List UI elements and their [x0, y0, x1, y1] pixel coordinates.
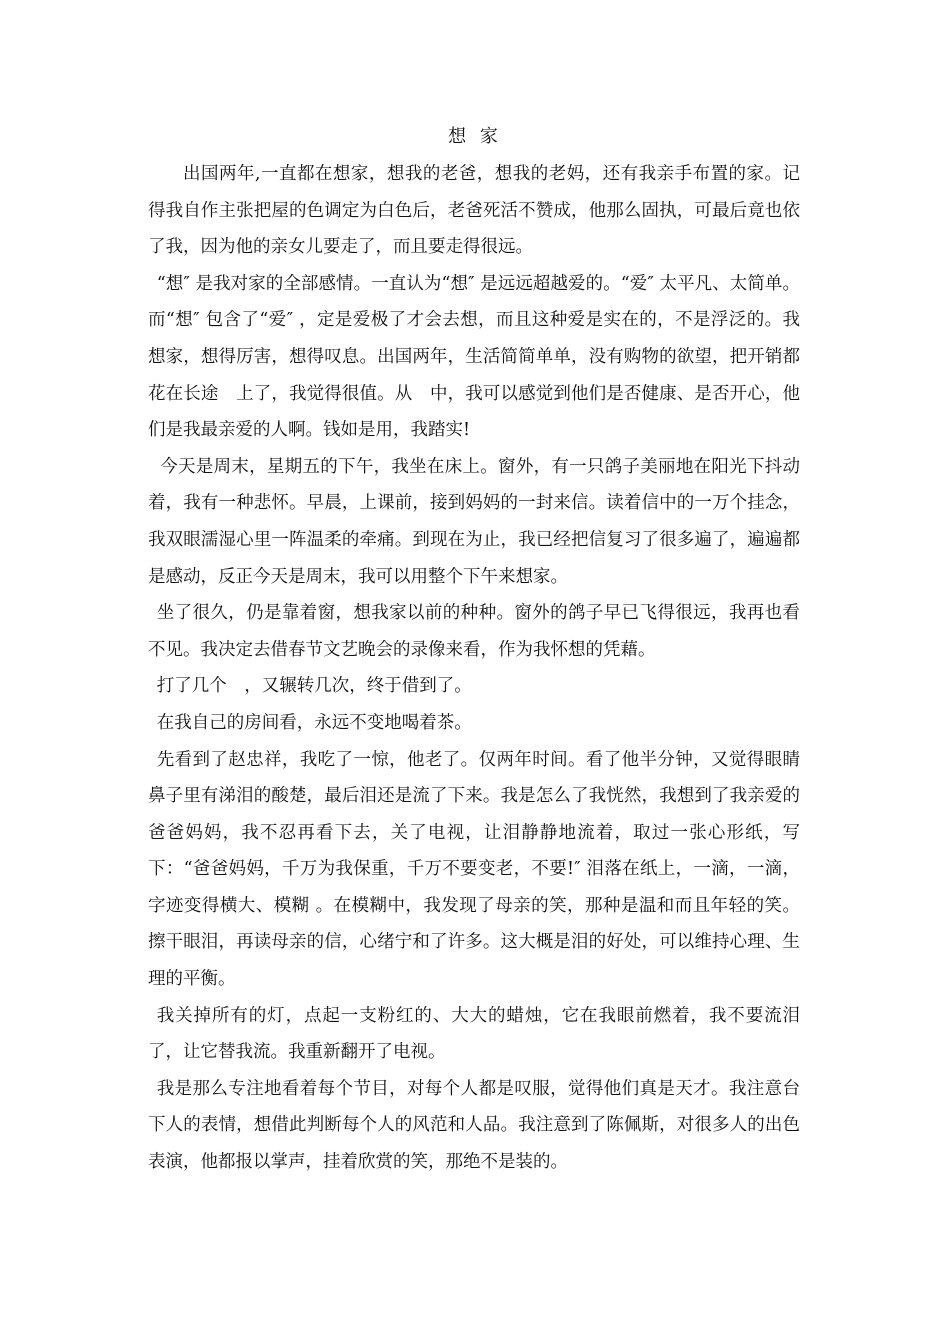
paragraph: 出国两年,一直都在想家，想我的老爸，想我的老妈，还有我亲手布置的家。记得我自作主张把屋的色调定为白色后，老爸死活不赞成，他那么固执，可最后竟也依了我，因为他的亲女儿要走了，而且要走得很远。 [148, 164, 800, 258]
document-body [148, 156, 800, 1181]
paragraph: 在我自己的房间看，永远不变地喝着茶。 [156, 712, 472, 733]
paragraph: 坐了很久，仍是靠着窗，想我家以前的种种。窗外的鸽子早已飞得很远，我再也看不见。我决定去借春节文艺晚会的录像来看，作为我怀想的凭藉。 [148, 603, 800, 660]
paragraph: 先看到了赵忠祥，我吃了一惊，他老了。仅两年时间。看了他半分钟，又觉得眼睛鼻子里有涕泪的酸楚，最后泪还是流了下来。我是怎么了我恍然，我想到了我亲爱的爸爸妈妈，我不忍再看下去，关了电视，让泪静静地流着，取过一张心形纸，写下：“爸爸妈妈，千万为我保重，千万不要变老，不要!″ 泪落在纸上，一滴，一滴，字迹变得横大、模糊 。在模糊中，我发现了母亲的笑，那种是温和而且年轻的笑。 擦干眼泪，再读母亲的信，心绪宁和了许多。这大概是泪的好处，可以维持心理、生理的平衡。 [148, 749, 800, 990]
paragraph: 打了几个 ，又辗转几次，终于借到了。 [156, 676, 472, 697]
paragraph: 我是那么专注地看着每个节目，对每个人都是叹服，觉得他们真是天才。我注意台下人的表情，想借此判断每个人的风范和人品。我注意到了陈佩斯，对很多人的出色表演，他都报以掌声，挂着欣赏的笑，那绝不是装的。 [148, 1078, 800, 1173]
paragraph: 我关掉所有的灯，点起一支粉红的、大大的蜡烛，它在我眼前燃着，我不要流泪了，让它替我流。我重新翻开了电视。 [148, 1005, 800, 1063]
paragraph: 今天是周末，星期五的下午，我坐在床上。窗外，有一只鸽子美丽地在阳光下抖动着，我有一种悲怀。早晨，上课前，接到妈妈的一封来信。读着信中的一万个挂念，我双眼濡湿心里一阵温柔的牵痛。到现在为止，我已经把信复习了很多遍了，遍遍都是感动，反正今天是周末，我可以用整个下午来想家。 [148, 456, 800, 587]
document-title: 想 家 [448, 126, 502, 147]
paragraph: “想″ 是我对家的全部感情。一直认为“想″ 是远远超越爱的。“爱″ 太平凡、太简单。而“想″ 包含了“爱″ ，定是爱极了才会去想，而且这种爱是实在的，不是浮泛的。我想家，想得厉害，想得叹息。出国两年，生活简简单单，没有购物的欲望，把开销都花在长途 上了，我觉得很值。从 中，我可以感觉到他们是否健康、是否开心，他们是我最亲爱的人啊。钱如是用，我踏实! [148, 273, 800, 441]
